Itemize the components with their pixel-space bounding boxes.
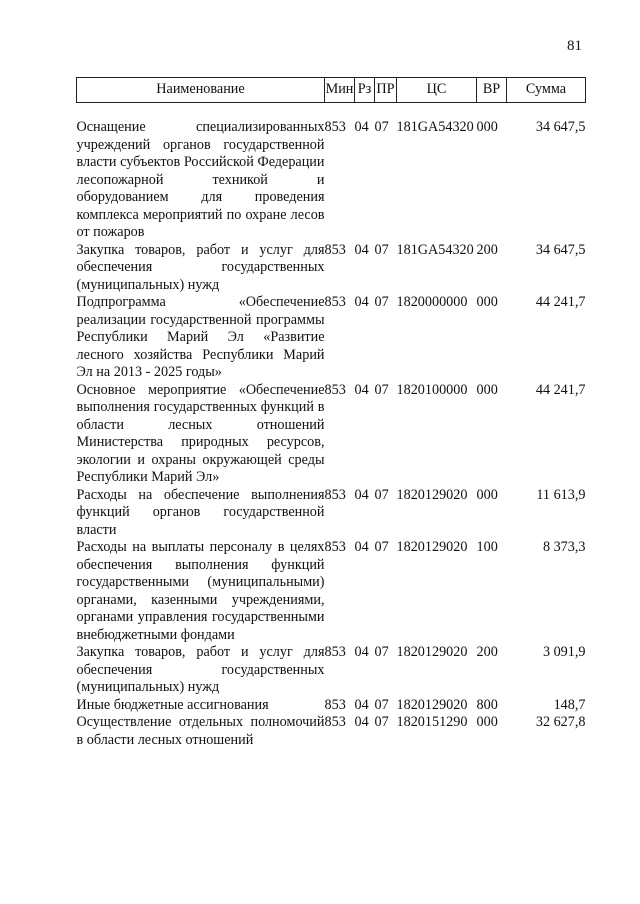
header-name: Наименование — [77, 78, 325, 103]
table-row — [77, 294, 586, 382]
table-row — [77, 539, 586, 644]
row-name: Расходы на выплаты персоналу в целях обеспечения выполнения функций государственными (муниципальными) органами, казенными учреждениями, органами управления государственными внебюджетными фондами — [76, 539, 325, 643]
row-vr: 200 — [476, 241, 498, 258]
table-row — [77, 487, 586, 540]
row-name: Подпрограмма «Обеспечение реализации государственной программы Республики Марий Эл «Развитие лесного хозяйства Республики Марий Эл на 2013 - 2025 годы» — [76, 294, 325, 380]
row-vr: 800 — [476, 696, 498, 713]
row-min: 853 — [324, 486, 346, 503]
row-name: Осуществление отдельных полномочий в области лесных отношений — [76, 714, 325, 748]
row-min: 853 — [324, 644, 346, 660]
row-vr: 200 — [476, 644, 498, 660]
row-pr: 07 — [374, 486, 389, 503]
row-min: 853 — [324, 539, 346, 555]
table-row — [77, 644, 586, 697]
row-pr: 07 — [374, 241, 389, 258]
table-row — [77, 714, 586, 749]
spacer-row — [77, 103, 586, 120]
row-min: 853 — [324, 294, 346, 310]
row-rz: 04 — [354, 539, 369, 555]
row-name: Иные бюджетные ассигнования — [76, 696, 269, 713]
row-vr: 000 — [476, 486, 498, 503]
row-vr: 100 — [476, 539, 498, 555]
row-name: Закупка товаров, работ и услуг для обеспечения государственных (муниципальных) нужд — [76, 241, 325, 293]
page-number: 81 — [567, 38, 582, 54]
header-min: Мин — [325, 78, 355, 103]
row-pr: 07 — [374, 294, 389, 310]
row-cs: 1820129020 — [396, 539, 468, 555]
row-pr: 07 — [374, 381, 389, 398]
row-cs: 1820129020 — [396, 696, 468, 713]
row-name: Основное мероприятие «Обеспечение выполнения государственных функций в области лесных отношений Министерства природных ресурсов, экологии и охраны окружающей среды Республики Марий Эл» — [76, 381, 325, 485]
row-pr: 07 — [374, 714, 389, 730]
row-sum: 34 647,5 — [535, 241, 586, 258]
row-cs: 1820100000 — [396, 381, 468, 398]
row-pr: 07 — [374, 119, 389, 135]
row-cs: 1820129020 — [396, 644, 468, 660]
row-min: 853 — [324, 696, 346, 713]
row-pr: 07 — [374, 644, 389, 660]
row-pr: 07 — [374, 696, 389, 713]
row-min: 853 — [324, 714, 346, 730]
row-rz: 04 — [354, 696, 369, 713]
table-header-row — [77, 78, 586, 103]
row-sum: 44 241,7 — [535, 381, 586, 398]
row-cs: 1820129020 — [396, 486, 468, 503]
row-sum: 148,7 — [553, 696, 586, 713]
table-row — [77, 119, 586, 242]
row-vr: 000 — [476, 714, 498, 730]
row-name: Расходы на обеспечение выполнения функций органов государственной власти — [76, 486, 325, 538]
header-vr: ВР — [477, 78, 507, 103]
row-vr: 000 — [476, 381, 498, 398]
row-sum: 44 241,7 — [535, 294, 586, 310]
row-sum: 8 373,3 — [542, 539, 586, 555]
row-rz: 04 — [354, 381, 369, 398]
row-cs: 181GA54320 — [396, 119, 474, 135]
row-rz: 04 — [354, 294, 369, 310]
table-row — [77, 382, 586, 487]
row-rz: 04 — [354, 714, 369, 730]
row-vr: 000 — [476, 294, 498, 310]
row-sum: 3 091,9 — [542, 644, 586, 660]
header-pr: ПР — [375, 78, 397, 103]
header-cs: ЦС — [397, 78, 477, 103]
row-sum: 11 613,9 — [536, 486, 586, 503]
row-min: 853 — [324, 119, 346, 135]
row-sum: 32 627,8 — [535, 714, 586, 730]
row-cs: 1820000000 — [396, 294, 468, 310]
table-row — [77, 242, 586, 295]
row-rz: 04 — [354, 119, 369, 135]
budget-table — [76, 77, 586, 749]
table-row — [77, 697, 586, 715]
row-name: Оснащение специализированных учреждений органов государственной власти субъектов Российской Федерации лесопожарной техникой и оборудованием для проведения комплекса мероприятий по охране лесов от пожаров — [76, 119, 325, 240]
row-min: 853 — [324, 241, 346, 258]
row-min: 853 — [324, 381, 346, 398]
row-pr: 07 — [374, 539, 389, 555]
row-cs: 1820151290 — [396, 714, 468, 730]
row-rz: 04 — [354, 241, 369, 258]
header-rz: Рз — [355, 78, 375, 103]
header-sum: Сумма — [507, 78, 586, 103]
row-vr: 000 — [476, 119, 498, 135]
row-rz: 04 — [354, 644, 369, 660]
row-name: Закупка товаров, работ и услуг для обеспечения государственных (муниципальных) нужд — [76, 644, 325, 695]
row-cs: 181GA54320 — [396, 241, 474, 258]
row-rz: 04 — [354, 486, 369, 503]
row-sum: 34 647,5 — [535, 119, 586, 135]
